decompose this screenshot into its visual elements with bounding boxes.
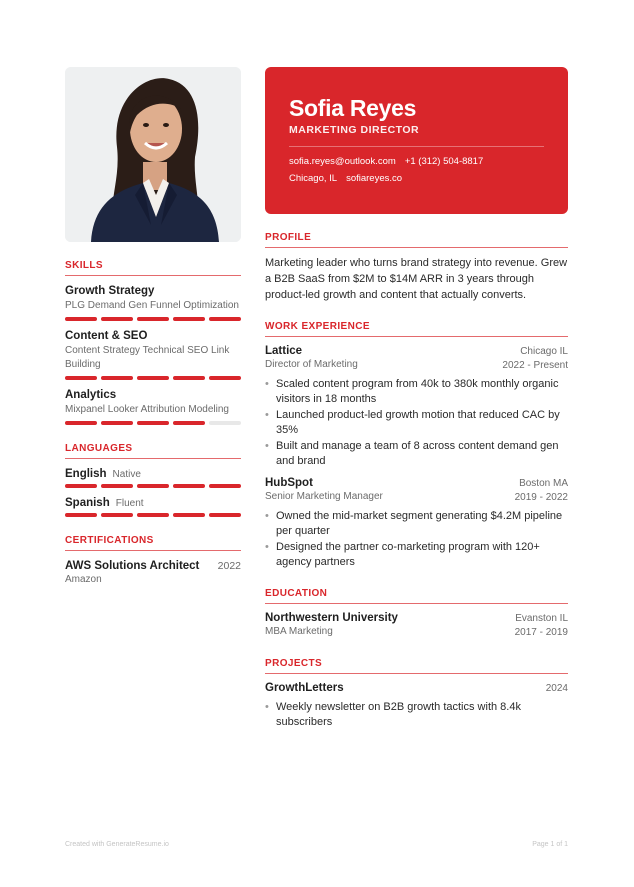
language-level-bar [65,484,241,488]
skill-keywords: Content Strategy Technical SEO Link Building [65,345,230,370]
footer-credit: Created with GenerateResume.io [65,841,169,848]
skill-item [65,330,241,380]
job-bullets [265,509,568,570]
level-segment [173,376,205,380]
left-column [65,67,241,585]
job-dates: 2022 - Present [502,360,568,371]
skill-name: Analytics [65,389,117,401]
level-segment [209,421,241,425]
languages-heading: LANGUAGES [65,443,241,459]
skill-item [65,389,241,425]
level-segment [137,317,169,321]
level-segment [65,317,97,321]
education-heading: EDUCATION [265,588,568,604]
job-entry [265,345,568,469]
experience-heading: WORK EXPERIENCE [265,321,568,337]
email-link[interactable]: sofia.reyes@outlook.com [289,156,396,167]
location: Chicago, IL [289,173,338,184]
school-name: Northwestern University [265,612,398,624]
level-segment [101,513,133,517]
job-company: Lattice [265,345,303,357]
certification-issuer: Amazon [65,574,102,585]
level-segment [65,421,97,425]
degree: MBA Marketing [265,626,333,637]
job-bullets [265,377,568,469]
candidate-name: Sofia Reyes [289,95,417,121]
contact-line-1 [289,156,544,167]
certification-item [65,560,241,585]
level-segment [209,376,241,380]
job-title: Director of Marketing [265,359,358,370]
project-name: GrowthLetters [265,682,344,694]
education-entry [265,612,568,640]
project-year: 2024 [545,683,568,694]
language-name: English [65,468,107,480]
level-segment [209,317,241,321]
level-segment [209,484,241,488]
bullet-item: • Designed the partner co-marketing program with 120+ agency partners [265,540,568,570]
job-company: HubSpot [265,477,313,489]
skill-level-bar [65,376,241,380]
project-bullets [265,700,568,730]
job-entry [265,477,568,570]
certification-year: 2022 [217,560,241,572]
skill-keywords: PLG Demand Gen Funnel Optimization [65,300,239,311]
level-segment [65,376,97,380]
website-link[interactable]: sofiareyes.co [346,173,403,184]
level-segment [101,421,133,425]
language-level-bar [65,513,241,517]
skill-name: Content & SEO [65,330,148,342]
project-entry [265,682,568,730]
level-segment [173,421,205,425]
bullet-item: • Weekly newsletter on B2B growth tactics with 8.4k subscribers [265,700,568,730]
level-segment [137,513,169,517]
bullet-item: • Built and manage a team of 8 across content demand gen and brand [265,439,568,469]
language-level: Fluent [115,498,144,509]
candidate-role: MARKETING DIRECTOR [289,124,420,136]
job-title: Senior Marketing Manager [265,491,383,502]
certifications-heading: CERTIFICATIONS [65,535,241,551]
level-segment [137,376,169,380]
right-column [265,67,568,731]
header-card [265,67,568,214]
skill-level-bar [65,317,241,321]
skill-name: Growth Strategy [65,285,155,297]
language-item [65,497,241,517]
level-segment [101,376,133,380]
language-name: Spanish [65,497,110,509]
language-level: Native [112,469,141,480]
level-segment [209,513,241,517]
bullet-item: • Scaled content program from 40k to 380k monthly organic visitors in 18 months [265,377,568,407]
skill-level-bar [65,421,241,425]
header-divider [289,146,544,147]
profile-heading: PROFILE [265,232,568,248]
certification-name: AWS Solutions Architect [65,560,200,572]
level-segment [65,513,97,517]
job-dates: 2019 - 2022 [514,492,568,503]
level-segment [101,317,133,321]
profile-summary: Marketing leader who turns brand strategy into revenue. Grew a B2B SaaS from $2M to $14M ARR in 3 years through product-led growth and content that actually converts. [265,257,568,301]
level-segment [137,484,169,488]
footer-page-number: Page 1 of 1 [532,841,568,848]
bullet-item: • Launched product-led growth motion that reduced CAC by 35% [265,408,568,438]
skills-heading: SKILLS [65,260,241,276]
phone-number[interactable]: +1 (312) 504-8817 [404,156,484,167]
level-segment [65,484,97,488]
skill-keywords: Mixpanel Looker Attribution Modeling [65,404,229,415]
language-item [65,468,241,488]
job-location: Chicago IL [520,346,568,357]
bullet-item: • Owned the mid-market segment generating $4.2M pipeline per quarter [265,509,568,539]
job-location: Boston MA [519,478,568,489]
education-dates: 2017 - 2019 [514,627,568,638]
profile-photo [65,67,241,242]
level-segment [173,484,205,488]
level-segment [101,484,133,488]
projects-heading: PROJECTS [265,658,568,674]
level-segment [173,317,205,321]
skill-item [65,285,241,321]
level-segment [173,513,205,517]
school-location: Evanston IL [515,613,568,624]
level-segment [137,421,169,425]
portrait-image [65,67,241,242]
contact-line-2 [289,173,544,184]
